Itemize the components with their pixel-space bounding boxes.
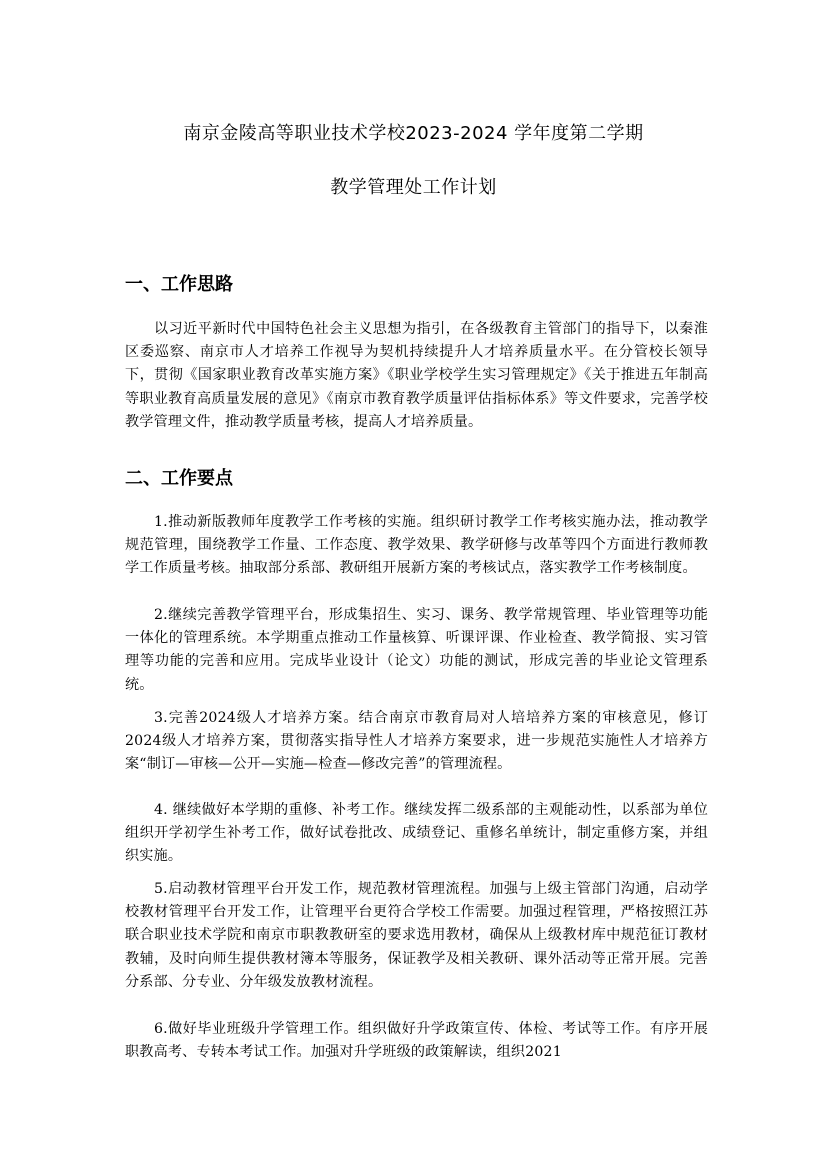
document-title-line2: 教学管理处工作计划 bbox=[330, 177, 497, 198]
paragraph-point-4: 4. 继续做好本学期的重修、补考工作。继续发挥二级系部的主观能动性，以系部为单位组织开学初学生补考工作，做好试卷批改、成绩登记、重修名单统计，制定重修方案，并组织实施。 bbox=[125, 802, 708, 865]
paragraph-point-2: 2.继续完善教学管理平台，形成集招生、实习、课务、教学常规管理、毕业管理等功能一体化的管理系统。本学期重点推动工作量核算、听课评课、作业检查、教学简报、实习管理等功能的完善和应用。完成毕业设计（论文）功能的测试，形成完善的毕业论文管理系统。 bbox=[125, 607, 708, 693]
paragraph-point-6: 6.做好毕业班级升学管理工作。组织做好升学政策宣传、体检、考试等工作。有序开展职教高考、专转本考试工作。加强对升学班级的政策解读，组织2021 bbox=[125, 1021, 708, 1061]
paragraph-point-1: 1.推动新版教师年度教学工作考核的实施。组织研讨教学工作考核实施办法，推动教学规范管理，围绕教学工作量、工作态度、教学效果、教学研修与改革等四个方面进行教师教学工作质量考核。抽取部分系部、教研组开展新方案的考核试点，落实教学工作考核制度。 bbox=[125, 514, 708, 577]
paragraph-point-5: 5.启动教材管理平台开发工作，规范教材管理流程。加强与上级主管部门沟通，启动学校教材管理平台开发工作，让管理平台更符合学校工作需要。加强过程管理，严格按照江苏联合职业技术学院和南京市职教教研室的要求选用教材，确保从上级教材库中规范征订教材教辅，及时向师生提供教材簿本等服务，保证教学及相关教研、课外活动等正常开展。完善分系部、分专业、分年级发放教材流程。 bbox=[125, 881, 708, 990]
paragraph-approach: 以习近平新时代中国特色社会主义思想为指引，在各级教育主管部门的指导下，以秦淮区委巡察、南京市人才培养工作视导为契机持续提升人才培养质量水平。在分管校长领导下，贯彻《国家职业教育改革实施方案》《职业学校学生实习管理规定》《关于推进五年制高等职业教育高质量发展的意见》《南京市教育教学质量评估指标体系》等文件要求，完善学校教学管理文件，推动教学质量考核，提高人才培养质量。 bbox=[125, 321, 708, 430]
section-heading-approach: 一、工作思路 bbox=[125, 274, 233, 295]
paragraph-point-3: 3.完善2024级人才培养方案。结合南京市教育局对人培培养方案的审核意见，修订2024级人才培养方案，贯彻落实指导性人才培养方案要求，进一步规范实施性人才培养方案“制订—审核—公开—实施—检查—修改完善”的管理流程。 bbox=[125, 710, 708, 773]
section-heading-key-points: 二、工作要点 bbox=[125, 468, 233, 489]
document-title-line1: 南京金陵高等职业技术学校2023-2024 学年度第二学期 bbox=[183, 123, 644, 144]
